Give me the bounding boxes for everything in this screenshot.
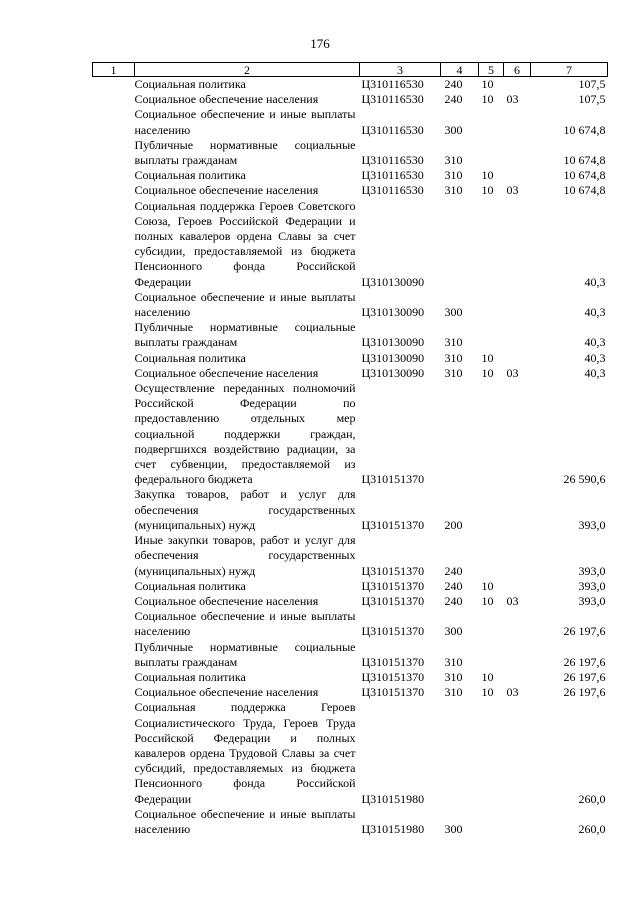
section-code: 10: [481, 350, 494, 365]
budget-table: [92, 62, 608, 837]
expense-type-code: 240: [444, 563, 463, 578]
amount: 393,0: [578, 593, 606, 608]
table-row: [93, 533, 608, 579]
target-article-code: Ц310130090: [361, 365, 425, 380]
target-article-code: Ц310151370: [361, 654, 425, 669]
col1-cell: [93, 579, 135, 594]
target-article-code: Ц310151370: [361, 685, 425, 700]
table-row: [93, 640, 608, 670]
target-article-code: Ц310151370: [361, 472, 425, 487]
amount: 40,3: [584, 305, 606, 320]
table-row: [93, 320, 608, 350]
table-row: [93, 487, 608, 533]
table-row: [93, 609, 608, 639]
expense-name: Публичные нормативные социальные выплаты гражданам: [134, 320, 356, 350]
amount: 40,3: [584, 365, 606, 380]
expense-type-code: 300: [444, 122, 463, 137]
subsection-code: [504, 640, 531, 670]
expense-type-code: 300: [444, 821, 463, 836]
col1-cell: [93, 199, 135, 290]
table-row: [93, 594, 608, 609]
table-row: [93, 579, 608, 594]
section-code: [479, 533, 504, 579]
target-article-code: Ц310151370: [361, 624, 425, 639]
expense-type-code: 240: [444, 593, 463, 608]
section-code: [479, 320, 504, 350]
subsection-code: [504, 290, 531, 320]
expense-name: Закупка товаров, работ и услуг для обеспечения государственных (муниципальных) нужд: [134, 487, 356, 532]
column-header-4: 4: [441, 63, 479, 77]
expense-name: Социальная поддержка Героев Социалистического Труда, Героев Труда Российской Федерации и полных кавалеров ордена Трудовой Славы за счет субсидий, предоставляемых из бюджета Пенсионного фонда Российской Федерации: [134, 700, 356, 806]
subsection-code: [504, 609, 531, 639]
column-number-header: [93, 63, 608, 77]
expense-type-code: 200: [444, 517, 463, 532]
table-row: [93, 381, 608, 487]
col1-cell: [93, 594, 135, 609]
target-article-code: Ц310130090: [361, 350, 425, 365]
target-article-code: Ц310151370: [361, 593, 425, 608]
target-article-code: Ц310151370: [361, 669, 425, 684]
column-header-5: 5: [479, 63, 504, 77]
subsection-code: 03: [506, 92, 519, 107]
table-row: [93, 290, 608, 320]
subsection-code: 03: [506, 183, 519, 198]
amount: 10 674,8: [563, 168, 606, 183]
subsection-code: [504, 320, 531, 350]
table-row: [93, 685, 608, 700]
expense-type-code: 310: [444, 654, 463, 669]
table-row: [93, 807, 608, 837]
subsection-code: 03: [506, 593, 519, 608]
target-article-code: Ц310151980: [361, 791, 425, 806]
amount: 26 197,6: [563, 685, 606, 700]
table-row: [93, 366, 608, 381]
table-row: [93, 351, 608, 366]
expense-type-code: [441, 381, 479, 487]
amount: 260,0: [578, 821, 606, 836]
expense-name: Социальное обеспечение населения: [134, 685, 319, 700]
column-header-1: 1: [93, 63, 135, 77]
subsection-code: [504, 381, 531, 487]
expense-name: Иные закупки товаров, работ и услуг для обеспечения государственных (муниципальных) нужд: [134, 533, 356, 578]
expense-name: Социальная политика: [134, 669, 246, 684]
expense-name: Публичные нормативные социальные выплаты гражданам: [134, 137, 356, 168]
expense-name: Социальное обеспечение и иные выплаты населению: [134, 289, 356, 320]
amount: 393,0: [578, 578, 606, 593]
expense-type-code: 240: [444, 77, 463, 91]
col1-cell: [93, 77, 135, 93]
col1-cell: [93, 351, 135, 366]
col1-cell: [93, 107, 135, 137]
expense-type-code: [441, 700, 479, 806]
expense-name: Социальная политика: [134, 168, 246, 183]
expense-type-code: 310: [444, 168, 463, 183]
amount: 26 197,6: [563, 624, 606, 639]
expense-type-code: 310: [444, 365, 463, 380]
expense-type-code: 310: [444, 335, 463, 350]
expense-name: Публичные нормативные социальные выплаты гражданам: [134, 639, 356, 669]
section-code: [479, 487, 504, 533]
col1-cell: [93, 168, 135, 183]
table-row: [93, 92, 608, 107]
table-row: [93, 107, 608, 137]
col1-cell: [93, 366, 135, 381]
amount: 10 674,8: [563, 153, 606, 168]
amount: 26 590,6: [563, 472, 606, 487]
expense-type-code: 300: [444, 624, 463, 639]
amount: 393,0: [578, 563, 606, 578]
amount: 40,3: [584, 335, 606, 350]
target-article-code: Ц310116530: [361, 168, 424, 183]
table-row: [93, 138, 608, 168]
section-code: [479, 138, 504, 168]
section-code: [479, 640, 504, 670]
expense-name: Социальное обеспечение населения: [134, 92, 319, 107]
table-body: [93, 77, 608, 838]
expense-name: Социальное обеспечение и иные выплаты населению: [134, 609, 356, 639]
target-article-code: Ц310116530: [361, 183, 424, 198]
column-header-2: 2: [135, 63, 360, 77]
col1-cell: [93, 609, 135, 639]
subsection-code: [504, 199, 531, 290]
amount: 10 674,8: [563, 183, 606, 198]
section-code: 10: [481, 168, 494, 183]
expense-name: Социальное обеспечение и иные выплаты населению: [134, 806, 356, 836]
target-article-code: Ц310151370: [361, 563, 425, 578]
expense-type-code: 240: [444, 92, 463, 107]
section-code: [479, 290, 504, 320]
col1-cell: [93, 700, 135, 806]
subsection-code: [504, 138, 531, 168]
expense-type-code: 310: [444, 685, 463, 700]
amount: 107,5: [578, 92, 606, 107]
expense-name: Социальная поддержка Героев Советского Союза, Героев Российской Федерации и полных кавалеров ордена Славы за счет субсидии, предоставляемой из бюджета Пенсионного фонда Российской Федерации: [134, 198, 356, 289]
expense-name: Социальная политика: [134, 578, 246, 593]
section-code: 10: [481, 669, 494, 684]
expense-name: Осуществление переданных полномочий Российской Федерации по предоставлению отдельных мер социальной поддержки граждан, подвергшихся воздействию радиации, за счет субвенции, предоставляемой из федерального бюджета: [134, 381, 356, 487]
table-row: [93, 77, 608, 93]
col1-cell: [93, 290, 135, 320]
col1-cell: [93, 533, 135, 579]
target-article-code: Ц310116530: [361, 92, 424, 107]
page-number: 176: [310, 36, 330, 51]
target-article-code: Ц310130090: [361, 274, 425, 289]
expense-type-code: 310: [444, 183, 463, 198]
subsection-code: [504, 807, 531, 837]
amount: 10 674,8: [563, 122, 606, 137]
subsection-code: [504, 700, 531, 806]
section-code: 10: [481, 92, 494, 107]
subsection-code: [504, 168, 531, 183]
amount: 26 197,6: [563, 654, 606, 669]
expense-name: Социальная политика: [134, 77, 246, 91]
section-code: 10: [481, 593, 494, 608]
amount: 40,3: [584, 350, 606, 365]
expense-type-code: 310: [444, 669, 463, 684]
table-row: [93, 700, 608, 806]
amount: 40,3: [584, 274, 606, 289]
table-row: [93, 168, 608, 183]
amount: 260,0: [578, 791, 606, 806]
target-article-code: Ц310130090: [361, 335, 425, 350]
subsection-code: 03: [506, 365, 519, 380]
column-header-7: 7: [531, 63, 608, 77]
col1-cell: [93, 92, 135, 107]
target-article-code: Ц310130090: [361, 305, 425, 320]
col1-cell: [93, 685, 135, 700]
col1-cell: [93, 670, 135, 685]
expense-type-code: [441, 199, 479, 290]
col1-cell: [93, 487, 135, 533]
section-code: [479, 199, 504, 290]
section-code: [479, 107, 504, 137]
table-row: [93, 199, 608, 290]
subsection-code: [504, 579, 531, 594]
section-code: 10: [481, 365, 494, 380]
amount: 26 197,6: [563, 669, 606, 684]
subsection-code: 03: [506, 685, 519, 700]
target-article-code: Ц310151370: [361, 517, 425, 532]
expense-name: Социальное обеспечение населения: [134, 183, 319, 198]
subsection-code: [504, 77, 531, 93]
col1-cell: [93, 381, 135, 487]
target-article-code: Ц310151980: [361, 821, 425, 836]
section-code: [479, 700, 504, 806]
table-row: [93, 183, 608, 198]
column-header-6: 6: [504, 63, 531, 77]
target-article-code: Ц310151370: [361, 578, 425, 593]
target-article-code: Ц310116530: [361, 77, 424, 91]
section-code: [479, 381, 504, 487]
col1-cell: [93, 183, 135, 198]
amount: 393,0: [578, 517, 606, 532]
col1-cell: [93, 138, 135, 168]
subsection-code: [504, 351, 531, 366]
subsection-code: [504, 487, 531, 533]
expense-name: Социальное обеспечение и иные выплаты населению: [134, 107, 356, 137]
expense-type-code: 310: [444, 153, 463, 168]
expense-type-code: 240: [444, 578, 463, 593]
expense-type-code: 310: [444, 350, 463, 365]
expense-name: Социальное обеспечение населения: [134, 365, 319, 380]
target-article-code: Ц310116530: [361, 153, 424, 168]
amount: 107,5: [578, 77, 606, 91]
expense-type-code: 300: [444, 305, 463, 320]
column-header-3: 3: [360, 63, 441, 77]
col1-cell: [93, 807, 135, 837]
target-article-code: Ц310116530: [361, 122, 424, 137]
col1-cell: [93, 640, 135, 670]
section-code: 10: [481, 685, 494, 700]
subsection-code: [504, 533, 531, 579]
section-code: 10: [481, 77, 494, 91]
section-code: [479, 807, 504, 837]
expense-name: Социальная политика: [134, 350, 246, 365]
subsection-code: [504, 107, 531, 137]
expense-name: Социальное обеспечение населения: [134, 593, 319, 608]
section-code: 10: [481, 183, 494, 198]
subsection-code: [504, 670, 531, 685]
section-code: [479, 609, 504, 639]
table-row: [93, 670, 608, 685]
section-code: 10: [481, 578, 494, 593]
col1-cell: [93, 320, 135, 350]
